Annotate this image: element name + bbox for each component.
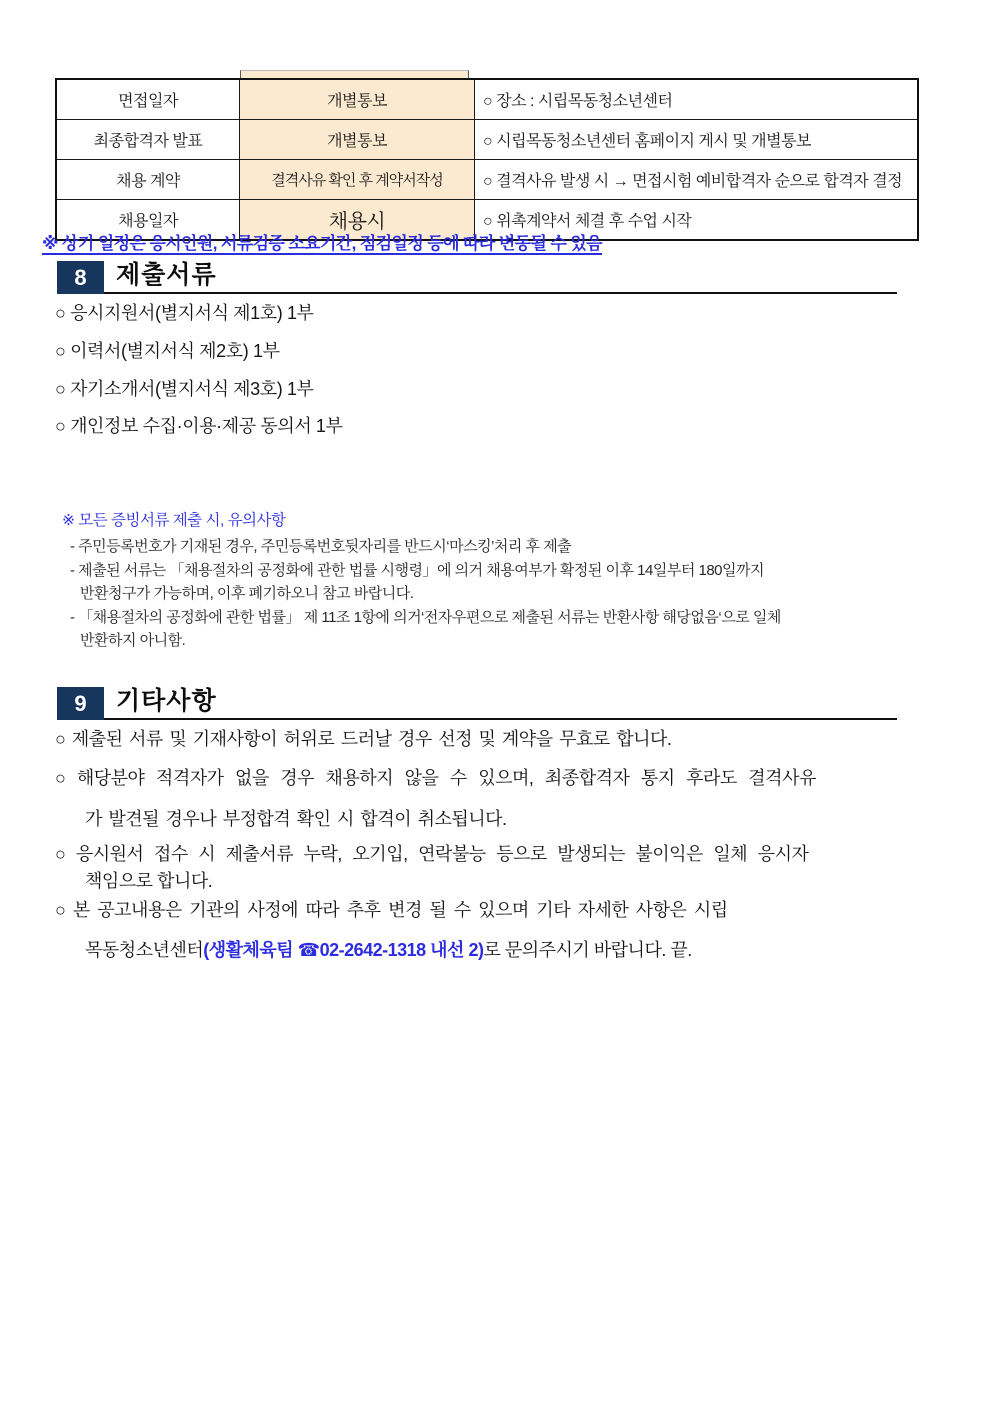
section-8-underline — [57, 292, 897, 294]
table-row-interview-date — [56, 79, 918, 120]
other-matter-item: ○ 응시원서 접수 시 제출서류 누락, 오기입, 연락불능 등으로 발생되는 불이익은 일체 응시자 — [55, 844, 809, 864]
evidence-note-line: - 주민등록번호가 기재된 경우, 주민등록번호뒷자리를 반드시‘마스킹’처리 후 제출 — [70, 538, 572, 555]
evidence-note-line: - 제출된 서류는 「채용절차의 공정화에 관한 법률 시행령」에 의거 채용여부가 확정된 이후 14일부터 180일까지 — [70, 562, 764, 579]
submission-doc-item: ○ 개인정보 수집·이용·제공 동의서 1부 — [55, 416, 343, 436]
section-9-underline — [57, 718, 897, 720]
row-label: 채용일자 — [56, 200, 240, 241]
row-detail: ○ 장소 : 시립목동청소년센터 — [475, 79, 919, 120]
submission-doc-item: ○ 이력서(별지서식 제2호) 1부 — [55, 341, 280, 361]
row-value: 결격사유 확인 후 계약서작성 — [240, 160, 475, 200]
schedule-change-note: ※ 상기 일정은 응시인원, 서류검증 소요기간, 점검일정 등에 따라 변동될 수 있음 — [42, 234, 603, 253]
section-9-number: 9 — [74, 690, 87, 716]
other-matter-item: ○ 해당분야 적격자가 없을 경우 채용하지 않을 수 있으며, 최종합격자 통지 후라도 결격사유 — [55, 768, 816, 788]
row-detail: ○ 위촉계약서 체결 후 수업 시작 — [475, 200, 919, 241]
contact-line-suffix: 로 문의주시기 바랍니다. 끝. — [483, 940, 692, 960]
row-label: 최종합격자 발표 — [56, 120, 240, 160]
other-matter-item-wrap: 가 발견될 경우나 부정합격 확인 시 합격이 취소됩니다. — [85, 809, 507, 829]
row-label: 채용 계약 — [56, 160, 240, 200]
other-matter-item-wrap: 책임으로 합니다. — [85, 871, 213, 891]
contact-phone-info: (생활체육팀 ☎02-2642-1318 내선 2) — [203, 940, 484, 960]
section-8-number-box — [57, 261, 104, 294]
table-row-final-announcement — [56, 120, 918, 160]
evidence-note-header: ※ 모든 증빙서류 제출 시, 유의사항 — [62, 512, 286, 529]
submission-doc-item: ○ 응시지원서(별지서식 제1호) 1부 — [55, 303, 314, 323]
row-detail: ○ 결격사유 발생 시 → 면접시험 예비합격자 순으로 합격자 결정 — [475, 160, 919, 200]
row-value: 개별통보 — [240, 120, 475, 160]
section-8-number: 8 — [74, 264, 87, 290]
row-detail: ○ 시립목동청소년센터 홈페이지 게시 및 개별통보 — [475, 120, 919, 160]
schedule-table — [55, 78, 919, 241]
table-row-employment-contract — [56, 160, 918, 200]
section-9-number-box — [57, 687, 104, 720]
evidence-note-line-wrap: 반환청구가 가능하며, 이후 폐기하오니 참고 바랍니다. — [80, 585, 414, 602]
other-matter-item: ○ 제출된 서류 및 기재사항이 허위로 드러날 경우 선정 및 계약을 무효로 합니다. — [55, 729, 672, 749]
section-9-title: 기타사항 — [116, 687, 217, 715]
submission-doc-item: ○ 자기소개서(별지서식 제3호) 1부 — [55, 379, 314, 399]
contact-line-prefix: 목동청소년센터 — [85, 940, 204, 960]
row-value: 채용시 — [240, 200, 475, 241]
evidence-note-line-wrap: 반환하지 아니함. — [80, 632, 186, 649]
row-value: 개별통보 — [240, 79, 475, 120]
other-matter-item: ○ 본 공고내용은 기관의 사정에 따라 추후 변경 될 수 있으며 기타 자세한 사항은 시립 — [55, 900, 728, 920]
evidence-note-line: - 「채용절차의 공정화에 관한 법률」 제 11조 1항에 의거‘전자우편으로 제출된 서류는 반환사항 해당없음‘으로 일체 — [70, 609, 781, 626]
section-8-title: 제출서류 — [116, 261, 217, 289]
row-label: 면접일자 — [56, 79, 240, 120]
other-matter-contact-line — [85, 940, 692, 962]
